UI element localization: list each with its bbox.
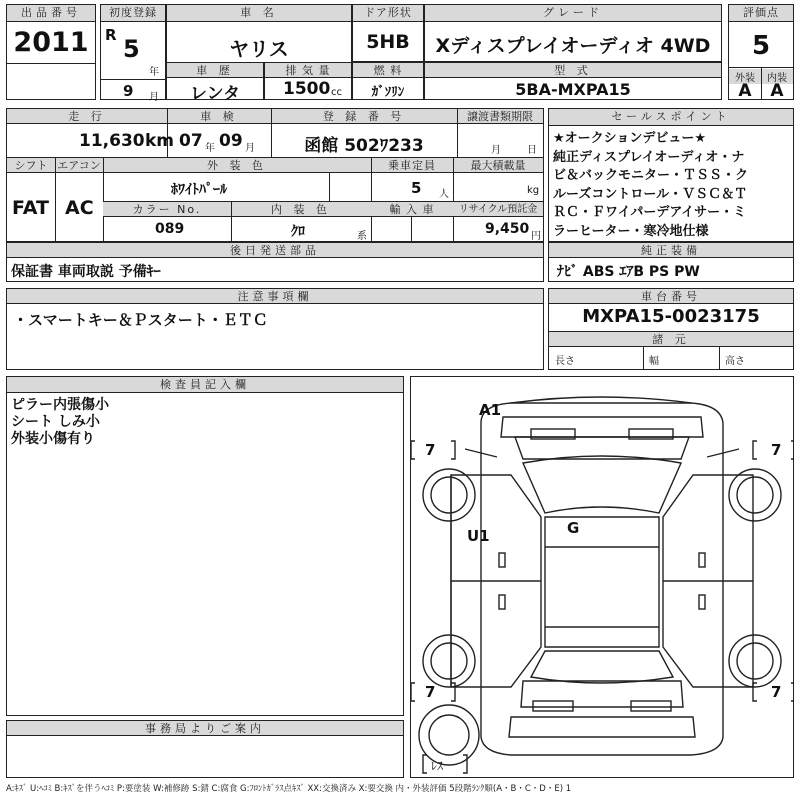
sales-point-box <box>548 108 794 242</box>
mileage-label: 走 行 <box>7 109 167 124</box>
fuel: ｶﾞｿﾘﾝ <box>371 85 405 100</box>
history: レンタ <box>190 84 240 104</box>
interior-label: 内装 <box>761 69 793 84</box>
sales-point-line: ルーズコントロール・ＶＳＣ＆Ｔ <box>553 186 748 202</box>
chassis-label: 車台番号 <box>549 289 793 304</box>
height-label: 高さ <box>725 356 745 367</box>
length-label: 長さ <box>555 356 575 367</box>
damage-mark-u1: U1 <box>467 527 490 545</box>
shift: FAT <box>12 197 49 219</box>
year-unit: 年 <box>149 67 159 78</box>
notes: ・スマートキー＆Ｐスタート・ＥＴＣ <box>13 311 268 329</box>
chassis-number: MXPA15-0023175 <box>582 306 760 327</box>
lot-number-label: 出品番号 <box>7 5 95 22</box>
grade: Xディスプレイオーディオ 4WD <box>435 35 711 57</box>
inspector-label: 検査員記入欄 <box>7 377 403 393</box>
mileage: 11,630 <box>79 131 145 151</box>
sales-point-line: ★オークションデビュー★ <box>553 131 707 146</box>
type-box <box>424 62 722 100</box>
month-unit: 月 <box>149 92 159 103</box>
later-parts-box <box>6 242 544 282</box>
car-diagram-box <box>410 376 794 778</box>
notes-label: 注意事項欄 <box>7 289 543 304</box>
inspector-line: ピラー内張傷小 <box>11 397 109 413</box>
transfer-month-unit: 月 <box>491 145 501 156</box>
legend: A:ｷｽﾞ U:ﾍｺﾐ B:ｷｽﾞを伴うﾍｺﾐ P:要塗装 W:補修跡 S:錆 C:腐食 G:ﾌﾛﾝﾄｶﾞﾗｽ点ｷｽﾞ XX:交換済み X:要交換 内・外装評価 5段階ﾗﾝｸ順(A・B・C・D・E) 1 <box>6 784 572 794</box>
car-diagram <box>411 377 793 777</box>
recycle-label: リサイクル預託金 <box>453 202 543 217</box>
color-label: 外 装 色 <box>103 158 371 173</box>
era: R <box>105 26 117 44</box>
fuel-label: 燃 料 <box>353 63 423 78</box>
sales-point-line: ラーヒーター・寒冷地仕様 <box>553 223 709 239</box>
import-label: 輸 入 車 <box>371 202 453 217</box>
interior-color-label: 内 装 色 <box>231 202 371 217</box>
equipment: ﾅﾋﾞ ABS ｴｱB PS PW <box>557 264 700 280</box>
damage-mark-a1: A1 <box>479 401 502 419</box>
office-label: 事務局よりご案内 <box>7 721 403 736</box>
notes-box <box>6 288 544 370</box>
ac: AC <box>65 197 94 219</box>
transfer-day-unit: 日 <box>527 145 537 156</box>
door-label: ドア形状 <box>353 5 423 22</box>
equipment-label: 純正装備 <box>549 243 793 258</box>
registration-month: 9 <box>123 82 134 100</box>
displacement: 1500 <box>283 79 331 99</box>
sales-point-line: 純正ディスプレイオーディオ・ナ <box>553 149 745 165</box>
capacity: 5 <box>411 179 422 197</box>
registration-year: 5 <box>123 35 140 63</box>
lot-number-box <box>6 4 96 100</box>
transfer-label: 譲渡書類期限 <box>457 109 543 124</box>
sales-point-line: ビ＆バックモニター・ＴＳＳ・ク <box>553 168 749 183</box>
spare-tire-status: ﾚｽ <box>431 759 444 773</box>
sales-point-text <box>553 130 748 241</box>
load-unit: kg <box>527 185 540 196</box>
inspector-line: シート しみ小 <box>11 414 100 430</box>
ac-label: エアコン <box>55 158 103 173</box>
history-box <box>166 62 264 104</box>
interior-color-unit: 系 <box>357 231 367 242</box>
recycle-unit: 円 <box>531 231 541 242</box>
capacity-unit: 人 <box>439 189 449 200</box>
tire-front-right: 7 <box>771 441 782 459</box>
later-parts-label: 後日発送部品 <box>7 243 543 258</box>
color-number: 089 <box>155 221 185 237</box>
inspector-line: 外装小傷有り <box>11 431 95 447</box>
score-box <box>728 4 794 100</box>
color-number-label: カラー No. <box>103 202 231 217</box>
lot-number: 2011 <box>13 27 89 58</box>
door-box <box>352 4 424 62</box>
inspector-box <box>6 376 404 716</box>
sales-point-label: セールスポイント <box>549 109 793 126</box>
score-label: 評価点 <box>729 5 793 22</box>
equipment-box <box>548 242 794 282</box>
displacement-label: 排 気 量 <box>265 63 351 78</box>
displacement-box <box>264 62 352 100</box>
later-parts: 保証書 車両取説 予備ｷｰ <box>11 264 161 280</box>
model-type: 5BA-MXPA15 <box>515 80 631 99</box>
inspection-month: 09 <box>219 131 243 151</box>
exterior-label: 外装 <box>729 69 761 84</box>
dimensions-label: 諸 元 <box>549 332 793 347</box>
exterior-color: ﾎﾜｲﾄﾊﾟｰﾙ <box>171 182 227 198</box>
damage-mark-g: G <box>567 519 580 537</box>
inspection-year-unit: 年 <box>205 143 215 154</box>
tire-rear-right: 7 <box>771 683 782 701</box>
exterior-score: A <box>738 81 752 101</box>
inspection-year: 07 <box>179 131 203 151</box>
inspection-label: 車 検 <box>167 109 271 124</box>
spec-block <box>6 108 544 242</box>
door-type: 5HB <box>366 31 410 53</box>
grade-label: グレード <box>425 5 721 22</box>
fuel-box <box>352 62 424 100</box>
inspector-notes <box>11 397 109 448</box>
tire-rear-left: 7 <box>425 683 436 701</box>
interior-score: A <box>770 81 784 101</box>
first-registration-label: 初度登録 <box>101 5 165 22</box>
office-box <box>6 720 404 778</box>
shift-label: シフト <box>7 158 55 173</box>
model-label: 車 名 <box>167 5 351 22</box>
plate-label: 登 録 番 号 <box>271 109 457 124</box>
sales-point-line: ＲＣ・Ｆワイパーデアイサー・ミ <box>553 205 747 220</box>
mileage-unit: km <box>145 131 175 151</box>
chassis-box <box>548 288 794 370</box>
plate-number: 函館 502ﾜ233 <box>304 136 424 156</box>
capacity-label: 乗車定員 <box>371 158 453 173</box>
load-label: 最大積載量 <box>453 158 543 173</box>
interior-color: ｸﾛ <box>291 224 305 240</box>
first-registration-box <box>100 4 166 103</box>
model-name: ヤリス <box>229 37 289 61</box>
overall-score: 5 <box>751 31 771 61</box>
width-label: 幅 <box>649 356 659 367</box>
inspection-month-unit: 月 <box>245 143 255 154</box>
type-label: 型 式 <box>425 63 721 78</box>
displacement-unit: cc <box>331 87 342 98</box>
history-label: 車 歴 <box>167 63 263 78</box>
tire-front-left: 7 <box>425 441 436 459</box>
grade-box <box>424 4 722 62</box>
recycle-amount: 9,450 <box>485 221 530 237</box>
